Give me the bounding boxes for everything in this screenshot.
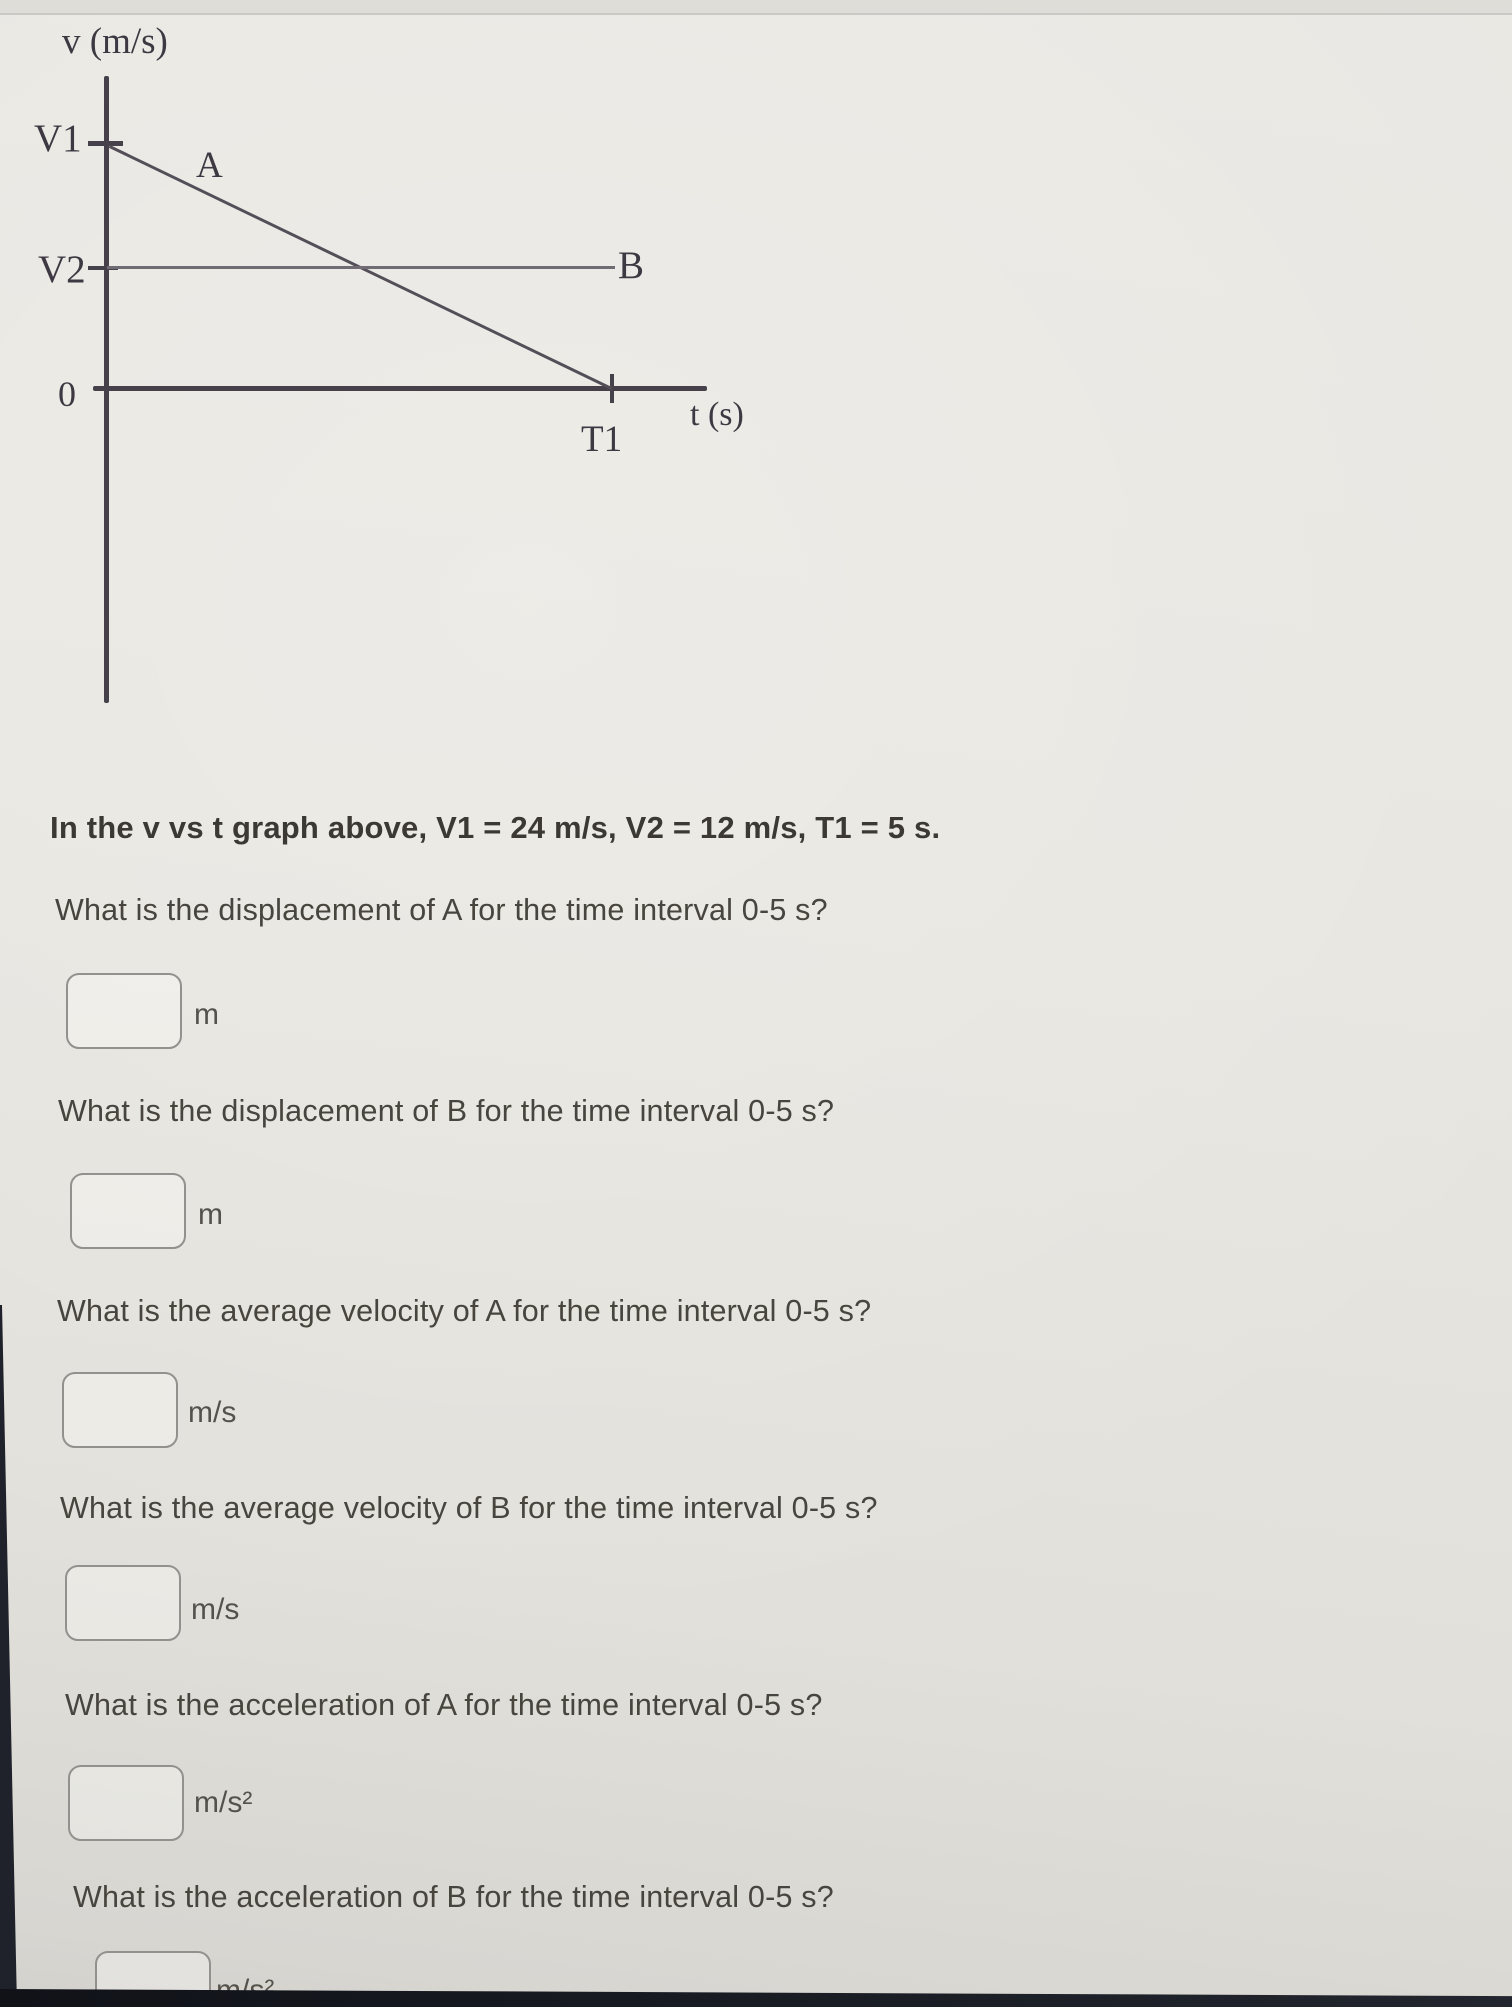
question-5-text: What is the acceleration of A for the time interval 0-5 s?	[65, 1688, 823, 1722]
x-axis-label: t (s)	[690, 396, 744, 433]
answer-input-4[interactable]	[65, 1565, 181, 1641]
unit-label-3: m/s	[188, 1396, 237, 1429]
question-4-text: What is the average velocity of B for the time interval 0-5 s?	[60, 1491, 878, 1525]
line-b-label: B	[618, 244, 645, 287]
answer-input-1[interactable]	[66, 973, 182, 1049]
answer-input-2[interactable]	[70, 1173, 186, 1249]
screen-edge-left	[0, 1305, 17, 2007]
v2-tick-label: V2	[38, 248, 86, 291]
top-strip	[0, 0, 1512, 13]
unit-label-5: m/s²	[194, 1786, 253, 1819]
question-2-text: What is the displacement of B for the time interval 0-5 s?	[58, 1094, 835, 1128]
unit-label-1: m	[194, 998, 219, 1031]
line-a-label: A	[196, 145, 223, 186]
answer-input-3[interactable]	[62, 1372, 178, 1448]
top-hairline	[0, 13, 1512, 15]
screen-edge-bottom-bar	[0, 1989, 1512, 2007]
unit-label-2: m	[198, 1198, 223, 1231]
answer-input-5[interactable]	[68, 1765, 184, 1841]
intro-text: In the v vs t graph above, V1 = 24 m/s, V2 = 12 m/s, T1 = 5 s.	[50, 810, 941, 845]
question-1-text: What is the displacement of A for the time interval 0-5 s?	[55, 893, 828, 927]
unit-label-4: m/s	[191, 1593, 240, 1626]
y-axis-label: v (m/s)	[62, 21, 168, 62]
v1-tick	[88, 141, 123, 146]
line-b	[107, 266, 615, 269]
question-3-text: What is the average velocity of A for the time interval 0-5 s?	[57, 1294, 872, 1328]
question-6-text: What is the acceleration of B for the time interval 0-5 s?	[73, 1880, 834, 1914]
origin-label: 0	[58, 374, 76, 414]
t1-tick-label: T1	[581, 419, 623, 460]
x-axis	[93, 386, 707, 391]
v1-tick-label: V1	[34, 117, 82, 160]
